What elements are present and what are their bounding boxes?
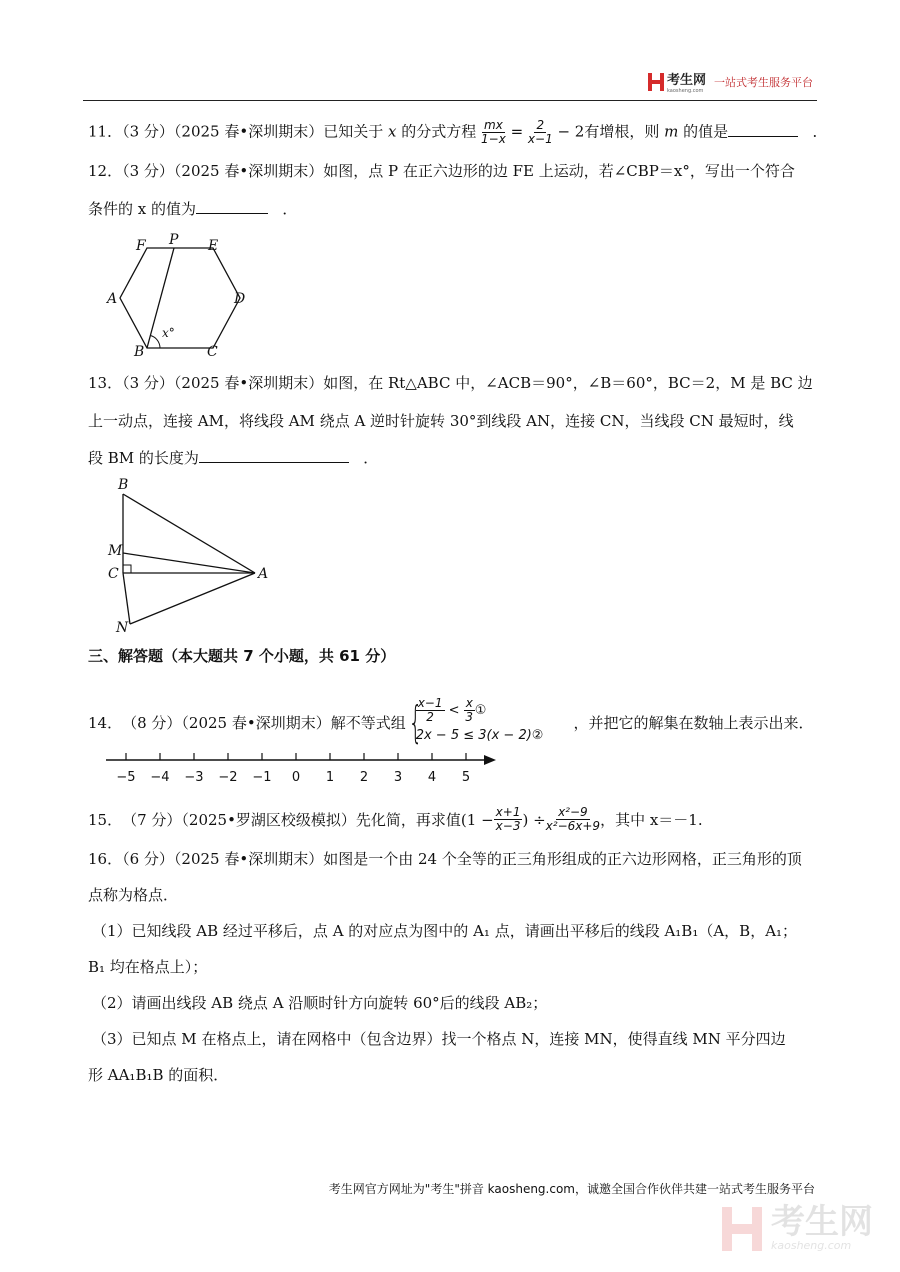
q16-part-1b: B₁ 均在格点上）；: [88, 958, 208, 976]
label-N: N: [116, 620, 129, 636]
question-13-line2: [88, 410, 794, 432]
q15-f1-num: x+1: [495, 805, 521, 819]
axis-tick-label: −1: [252, 770, 272, 785]
axis-tick-label: −4: [150, 770, 170, 785]
axis-arrow: [484, 755, 496, 765]
axis-tick-label: 0: [291, 770, 301, 785]
label-M: M: [108, 543, 123, 559]
q11-end: ．: [812, 122, 828, 141]
question-11: [88, 119, 827, 146]
axis-tick-label: −3: [184, 770, 204, 785]
q12-end: ．: [282, 200, 298, 218]
q13-triangle-figure: [100, 474, 280, 636]
q15-f2-den: x²−6x+9: [545, 819, 601, 833]
q11-prefix: （3 分）（2025 春•深圳期末）已知关于: [122, 122, 388, 141]
q14-i2-tag: ②: [531, 728, 544, 743]
watermark: [722, 1202, 873, 1252]
section-3-title: 三、解答题（本大题共 7 个小题，共 61 分）: [88, 647, 396, 665]
q16-text-1: （6 分）（2025 春•深圳期末）如图是一个由 24 个全等的正三角形组成的正六边形网格，正三角形的顶: [122, 850, 802, 868]
label-A: A: [258, 566, 269, 582]
q12-text-1: （3 分）（2025 春•深圳期末）如图，点 P 在正六边形的边 FE 上运动，若∠CBP＝x°，写出一个符合: [122, 162, 795, 180]
q16-part-3a: （3）已知点 M 在格点上，请在网格中（包含边界）找一个格点 N，连接 MN，使得直线 MN 平分四边: [92, 1030, 786, 1048]
q16-part-2: （2）请画出线段 AB 绕点 A 沿顺时针方向旋转 60°后的线段 AB₂；: [92, 994, 548, 1012]
q11-mid: 的分式方程: [396, 122, 477, 141]
q14-prefix: （8 分）（2025 春•深圳期末）解不等式组: [122, 713, 406, 732]
label-x-angle: x°: [162, 326, 175, 340]
segment-na: [130, 573, 255, 624]
segment-cn: [123, 573, 130, 624]
q15-fraction-2: [546, 806, 600, 833]
q14-ineq-2: [416, 724, 544, 748]
angle-arc: [151, 336, 161, 349]
q16-part-1a: （1）已知线段 AB 经过平移后，点 A 的对应点为图中的 A₁ 点，请画出平移后的线段 A₁B₁（A，B，A₁；: [92, 922, 798, 940]
label-E: E: [208, 238, 219, 254]
question-12-line1: [88, 160, 795, 182]
q13-text-3: 段 BM 的长度为: [88, 449, 199, 467]
q16-number: 16．: [88, 850, 123, 868]
q13-end: ．: [363, 449, 379, 467]
q11-var-m: m: [664, 122, 679, 141]
question-16-line1: [88, 848, 802, 870]
question-14: [88, 697, 813, 748]
footer-text: 考生网官方网址为"考生"拼音 kaosheng.com，诚邀全国合作伙伴共建一站式考生服务平台: [328, 1182, 815, 1196]
q12-number: 12．: [88, 162, 123, 180]
q15-suffix: ，其中 x＝－1.: [600, 810, 703, 829]
q14-i1-rden: 3: [465, 710, 474, 724]
label-C: C: [108, 566, 119, 582]
q14-brace: {: [408, 696, 423, 748]
header-rule: [83, 100, 817, 101]
header-logo: [648, 72, 813, 92]
q11-equals: =: [505, 122, 528, 141]
segment-ma: [123, 553, 255, 573]
q11-var-x: x: [387, 122, 397, 141]
q15-prefix: （7 分）（2025•罗湖区校级模拟）先化简，再求值(1 −: [122, 810, 494, 829]
q11-f1-den: 1−x: [481, 132, 506, 146]
q14-number-line: [100, 748, 500, 788]
q13-answer-blank[interactable]: [199, 448, 349, 463]
axis-tick-label: 1: [325, 770, 335, 785]
q14-system: [416, 697, 544, 748]
q14-i2-expr: 2x − 5 ≤ 3(x − 2): [415, 728, 532, 743]
axis-tick-label: −5: [116, 770, 136, 785]
q11-f2-den: x−1: [527, 132, 553, 146]
watermark-icon: [722, 1207, 762, 1251]
hexagon: [120, 248, 240, 348]
logo-text: 考生网: [667, 73, 707, 88]
q13-text-1: （3 分）（2025 春•深圳期末）如图，在 Rt△ABC 中，∠ACB＝90°，∠B＝60°，BC＝2，M 是 BC 边: [122, 374, 813, 392]
q11-tail2: 的值是: [678, 122, 729, 141]
q12-hexagon-figure: [100, 228, 260, 362]
q14-suffix: ，并把它的解集在数轴上表示出来．: [573, 713, 814, 732]
label-C: C: [207, 344, 218, 360]
watermark-sub: kaosheng.com: [771, 1239, 852, 1252]
question-13-line3: [88, 447, 378, 469]
q11-tail: − 2有增根，则: [552, 122, 665, 141]
q12-answer-blank[interactable]: [196, 199, 268, 214]
q14-i1-den: 2: [426, 710, 434, 724]
axis-tick-label: 2: [359, 770, 369, 785]
question-15: [88, 806, 703, 833]
axis-tick-label: −2: [218, 770, 238, 785]
q15-fraction-1: [494, 806, 523, 833]
q15-f1-den: x−3: [495, 819, 521, 833]
logo-sub: kaosheng.com: [667, 88, 704, 94]
axis-tick-label: 3: [393, 770, 403, 785]
q14-number: 14．: [88, 713, 123, 732]
q12-text-2: 条件的 x 的值为: [88, 200, 196, 218]
q15-divide: ) ÷: [522, 810, 546, 829]
question-16-line2: 点称为格点．: [88, 886, 179, 904]
q11-fraction-1: [481, 119, 506, 146]
axis-tick-label: 4: [427, 770, 437, 785]
watermark-text: 考生网: [771, 1202, 873, 1242]
q13-number: 13．: [88, 374, 123, 392]
q11-answer-blank[interactable]: [728, 122, 798, 137]
q11-fraction-2: [528, 119, 553, 146]
q13-text-2: 上一动点，连接 AM，将线段 AM 绕点 A 逆时针旋转 30°到线段 AN，连接 CN，当线段 CN 最短时，线: [88, 412, 794, 430]
q14-ineq-1: [416, 697, 544, 724]
q11-f1-num: mx: [484, 118, 503, 132]
label-B: B: [118, 477, 129, 493]
q16-part-3b: 形 AA₁B₁B 的面积．: [88, 1066, 229, 1084]
label-A: A: [107, 291, 118, 307]
axis-tick-label: 5: [461, 770, 471, 785]
q11-f2-num: 2: [536, 118, 545, 132]
q14-i1-rnum: x: [465, 696, 473, 710]
q15-number: 15．: [88, 810, 123, 829]
q14-i1-num: x−1: [417, 696, 443, 710]
label-B: B: [134, 344, 145, 360]
question-13-line1: [88, 372, 813, 394]
label-D: D: [234, 291, 246, 307]
q15-f2-num: x²−9: [558, 805, 588, 819]
right-angle-mark: [123, 565, 131, 573]
segment-ba: [123, 494, 255, 573]
q11-number: 11．: [88, 122, 123, 141]
header-slogan: 一站式考生服务平台: [714, 76, 814, 89]
question-12-line2: [88, 198, 297, 220]
label-F: F: [136, 238, 146, 254]
q14-i1-tag: ①: [474, 703, 487, 718]
logo-icon: [648, 73, 664, 91]
label-P: P: [169, 232, 179, 248]
q14-i1-op: <: [448, 703, 460, 718]
